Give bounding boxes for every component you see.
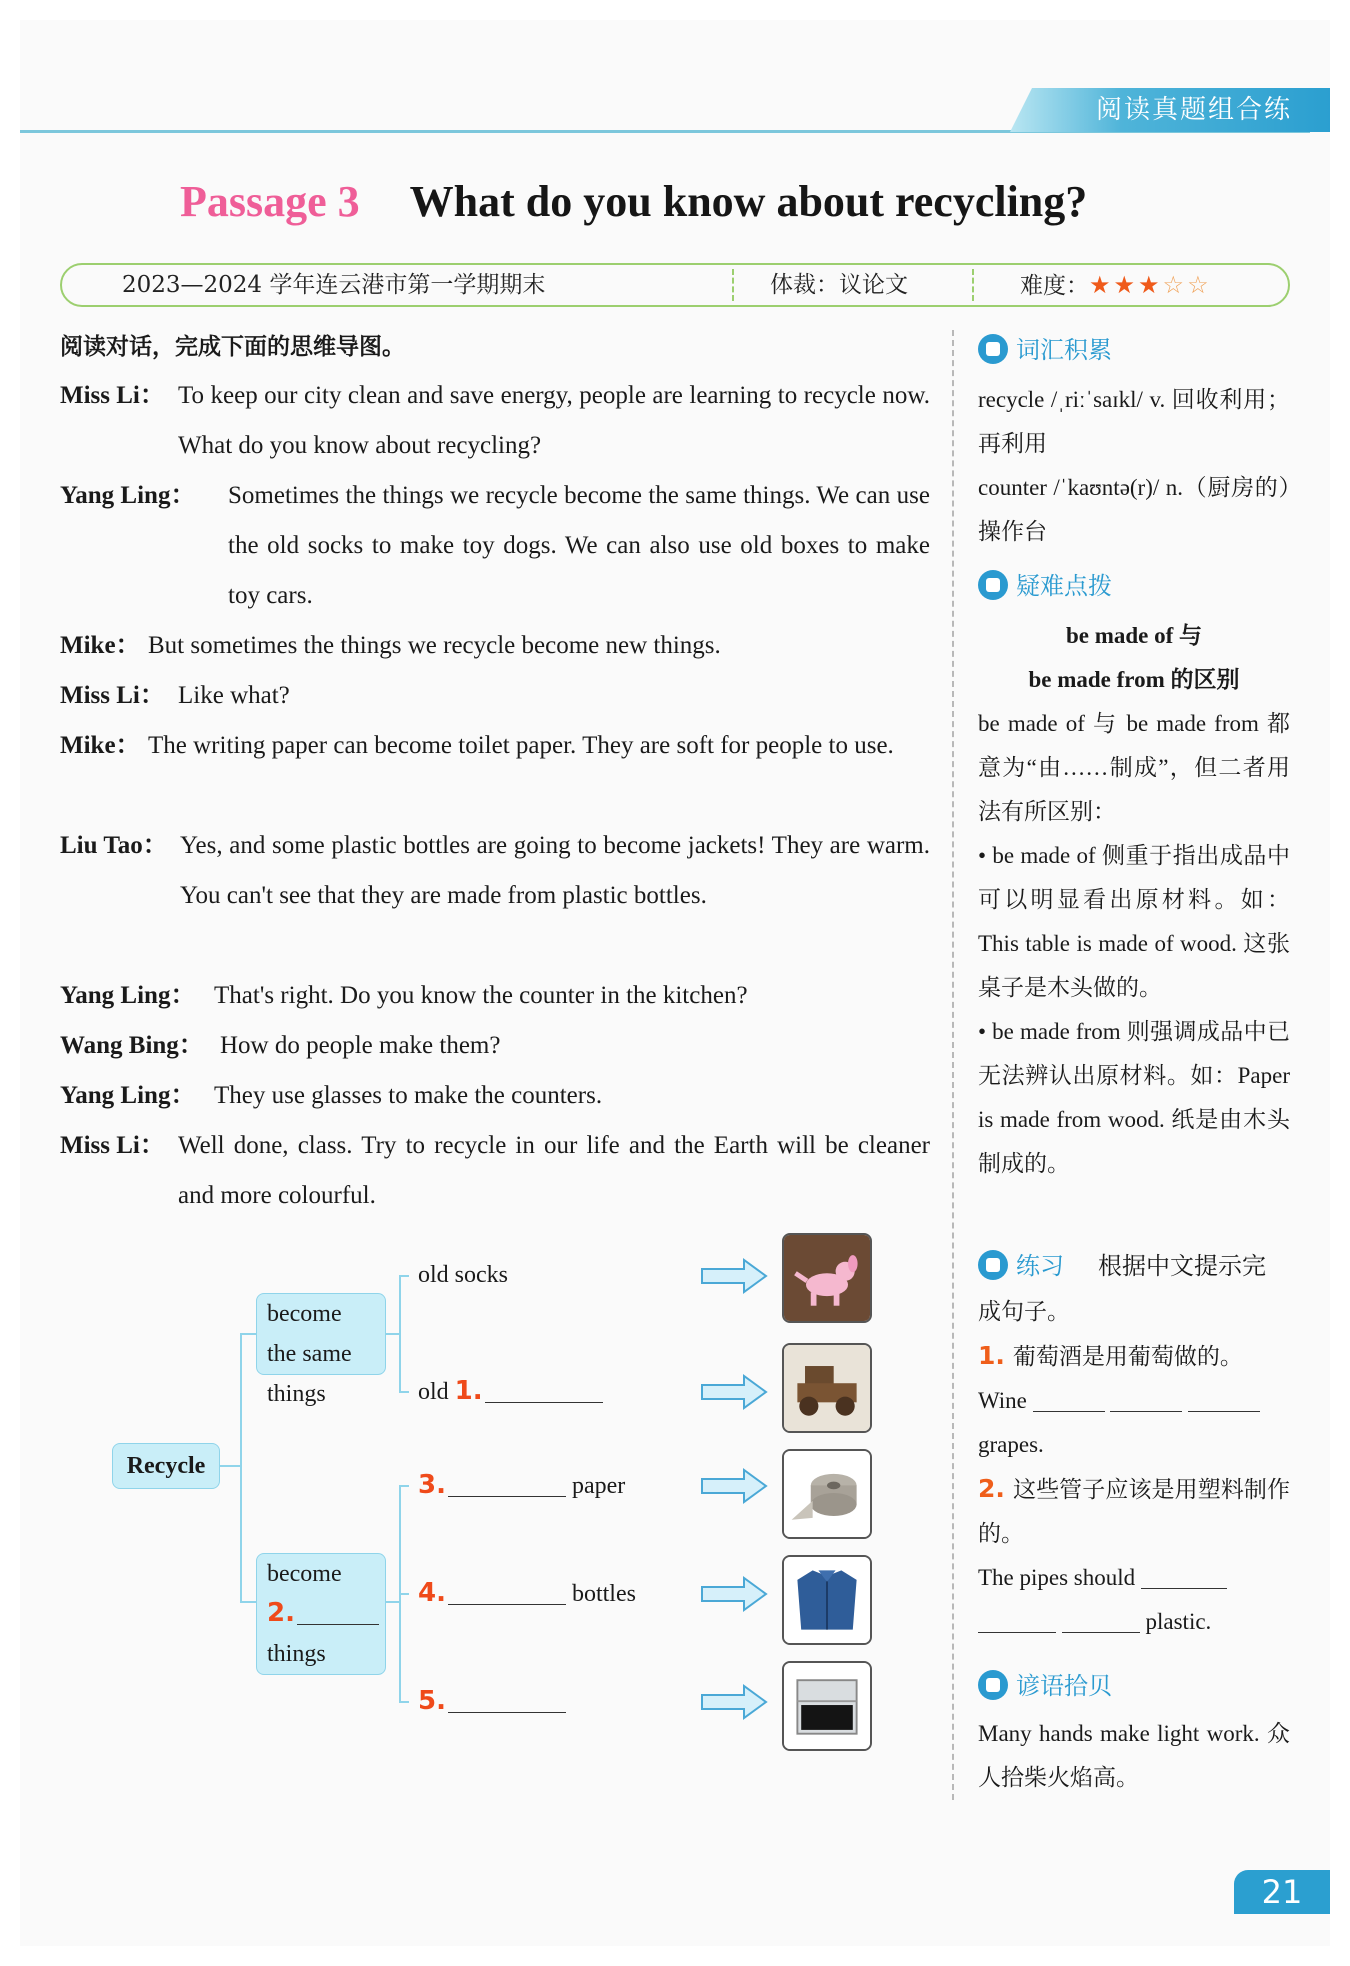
vocab-heading [978, 330, 1112, 370]
question-prompt: 这些管子应该是用塑料制作的。 [978, 1477, 1290, 1546]
blank-number: 4. [418, 1578, 446, 1608]
arrow-right-icon [700, 1575, 768, 1613]
connector-line [240, 1333, 242, 1603]
tips-paragraph: • be made from 则强调成品中已无法辨认出原材料。如：Paper is made from wood. 纸是由木头制成的。 [978, 1019, 1290, 1176]
page-number: 21 [1234, 1870, 1330, 1914]
sentence-start: Wine [978, 1388, 1027, 1413]
dialogue-line [60, 1021, 930, 1071]
practice-q1-end: grapes. [978, 1432, 1044, 1457]
speaker: Miss Li： [60, 682, 165, 709]
tips-heading [978, 566, 1112, 606]
tips-paragraph: • be made of 侧重于指出成品中可以明显看出原材料。如：This table is made of wood. 这张桌子是木头做的。 [978, 843, 1290, 1000]
practice-q1-sentence [978, 1379, 1290, 1423]
connector-line [399, 1391, 409, 1393]
proverb-heading-text: 谚语拾贝 [1016, 1672, 1112, 1700]
mind-map [60, 1235, 940, 1775]
genre-label: 体裁：议论文 [770, 272, 908, 298]
practice-section [978, 1290, 1290, 1644]
dialogue-text: That's right. Do you know the counter in the kitchen? [214, 982, 748, 1009]
tips-subtitle: be made of 与 [1065, 623, 1203, 648]
answer-blank [1110, 1386, 1182, 1412]
connector-line [399, 1275, 401, 1393]
question-number: 2. [978, 1474, 1005, 1503]
answer-blank [1188, 1386, 1260, 1412]
connector-line [399, 1701, 409, 1703]
connector-line [240, 1333, 256, 1335]
info-divider [732, 269, 734, 301]
answer-blank [1141, 1563, 1227, 1589]
branch-new-bottom: things [267, 1641, 326, 1667]
blank-number: 2. [267, 1598, 295, 1628]
question-prompt: 葡萄酒是用葡萄做的。 [1012, 1344, 1243, 1369]
jacket-icon [782, 1555, 872, 1645]
dialogue-text: Well done, class. Try to recycle in our life and the Earth will be cleaner and more colourful. [178, 1132, 930, 1209]
proverb-section [978, 1712, 1290, 1800]
connector-line [385, 1601, 399, 1603]
practice-instruction: 根据中文提示完 [1098, 1252, 1266, 1280]
branch-new-things [256, 1553, 386, 1675]
branch-new-top: become [267, 1561, 342, 1587]
leaf-suffix: paper [571, 1473, 626, 1499]
connector-line [399, 1485, 409, 1487]
tips-section [978, 614, 1290, 1186]
dialogue-line [60, 1121, 930, 1221]
branch-new-blank [267, 1594, 375, 1634]
dialogue-text: But sometimes the things we recycle become new things. [148, 632, 721, 659]
dialogue-line [60, 671, 930, 721]
answer-blank [485, 1377, 603, 1403]
tips-icon [978, 570, 1008, 600]
difficulty [1020, 265, 1212, 305]
connector-line [240, 1601, 256, 1603]
answer-blank [297, 1599, 379, 1625]
arrow-right-icon [700, 1257, 768, 1295]
mindmap-root: Recycle [112, 1443, 220, 1489]
dialogue-text: Like what? [178, 682, 290, 709]
practice-q2-sentence [978, 1556, 1290, 1600]
arrow-right-icon [700, 1467, 768, 1505]
section-tab-label: 阅读真题组合练 [1096, 95, 1293, 125]
proverb-heading [978, 1666, 1112, 1706]
dialogue-line [60, 821, 930, 921]
leaf-bottles [418, 1577, 636, 1610]
speaker: Miss Li： [60, 382, 165, 409]
answer-blank [448, 1471, 566, 1497]
practice-heading [978, 1246, 1266, 1286]
shell-icon [978, 1670, 1008, 1700]
passage-title-text: What do you know about recycling? [409, 177, 1088, 226]
connector-line [399, 1593, 409, 1595]
counter-icon [782, 1661, 872, 1751]
tips-paragraph: be made of 与 be made from 都意为“由……制成”，但二者用法有所区别： [978, 711, 1290, 824]
vocab-entry-recycle: recycle /ˌriːˈsaɪkl/ v. 回收利用；再利用 [978, 387, 1290, 456]
dialogue-line [60, 971, 930, 1021]
practice-instruction-cont: 成句子。 [978, 1299, 1070, 1324]
question-number: 1. [978, 1341, 1005, 1370]
dialogue-text: How do people make them? [220, 1032, 501, 1059]
dialogue-line [60, 1071, 930, 1121]
connector-line [385, 1333, 399, 1335]
toy-car-icon [782, 1343, 872, 1433]
practice-q2-end [978, 1600, 1290, 1644]
speaker: Liu Tao： [60, 832, 168, 859]
leaf-suffix: bottles [571, 1581, 636, 1607]
dialogue-text: Yes, and some plastic bottles are going to become jackets! They are warm. You can't see that they are made from plastic bottles. [180, 832, 930, 909]
leaf-paper [418, 1469, 625, 1502]
arrow-right-icon [700, 1683, 768, 1721]
dialogue-text: They use glasses to make the counters. [214, 1082, 603, 1109]
difficulty-stars [1089, 271, 1212, 299]
vocab-section [978, 378, 1290, 554]
dialogue-line [60, 371, 930, 471]
speaker: Yang Ling： [60, 482, 196, 509]
dialogue-line [60, 621, 930, 671]
sentence-start: The pipes should [978, 1565, 1136, 1590]
speaker: Yang Ling： [60, 1082, 196, 1109]
sentence-end: plastic. [1145, 1609, 1212, 1634]
practice-q2 [978, 1467, 1290, 1556]
speaker: Yang Ling： [60, 982, 196, 1009]
speaker: Miss Li： [60, 1132, 165, 1159]
instruction: 阅读对话，完成下面的思维导图。 [60, 334, 405, 360]
passage-number: Passage 3 [180, 177, 360, 226]
answer-blank [1062, 1607, 1140, 1633]
tips-heading-text: 疑难点拨 [1016, 572, 1112, 600]
answer-blank [448, 1579, 566, 1605]
vocab-heading-text: 词汇积累 [1016, 336, 1112, 364]
answer-blank [448, 1687, 566, 1713]
toilet-paper-icon [782, 1449, 872, 1539]
arrow-right-icon [700, 1373, 768, 1411]
dialogue-text: To keep our city clean and save energy, people are learning to recycle now. What do you know about recycling? [178, 382, 930, 459]
leaf-old-socks: old socks [418, 1262, 508, 1288]
sidebar-divider [952, 330, 954, 1800]
dialogue-text: Sometimes the things we recycle become the same things. We can use the old socks to make toy dogs. We can also use old boxes to make toy cars. [228, 482, 930, 609]
star-empty-icon: ☆☆ [1162, 271, 1212, 299]
leaf-prefix: old [418, 1379, 449, 1405]
info-bar [60, 263, 1290, 307]
info-divider [972, 269, 974, 301]
speaker: Mike： [60, 732, 141, 759]
tips-subtitle: be made from 的区别 [1028, 667, 1240, 692]
connector-line [399, 1275, 409, 1277]
proverb-text: Many hands make light work. 众人拾柴火焰高。 [978, 1721, 1290, 1790]
vocab-entry-counter: counter /ˈkaʊntə(r)/ n.（厨房的）操作台 [978, 475, 1290, 544]
speaker: Wang Bing： [60, 1032, 204, 1059]
practice-heading-text: 练习 [1016, 1252, 1064, 1280]
dialogue-line [60, 471, 930, 621]
exam-source: 2023—2024 学年连云港市第一学期期末 [122, 272, 546, 298]
practice-q1 [978, 1334, 1290, 1379]
star-filled-icon: ★★★ [1089, 271, 1163, 299]
difficulty-label: 难度： [1020, 273, 1089, 299]
speaker: Mike： [60, 632, 141, 659]
dialogue-line [60, 721, 930, 771]
leaf-counter [418, 1685, 566, 1718]
connector-line [220, 1465, 240, 1467]
pencil-icon [978, 1250, 1008, 1280]
answer-blank [978, 1607, 1056, 1633]
answer-blank [1033, 1386, 1105, 1412]
blank-number: 5. [418, 1686, 446, 1716]
dialogue-text: The writing paper can become toilet paper. They are soft for people to use. [148, 732, 894, 759]
leaf-old-blank [418, 1375, 603, 1408]
passage-title [180, 172, 1087, 232]
vocab-icon [978, 334, 1008, 364]
blank-number: 3. [418, 1470, 446, 1500]
branch-same-things: become the same things [256, 1293, 386, 1375]
blank-number: 1. [454, 1376, 483, 1406]
toy-dog-icon [782, 1233, 872, 1323]
